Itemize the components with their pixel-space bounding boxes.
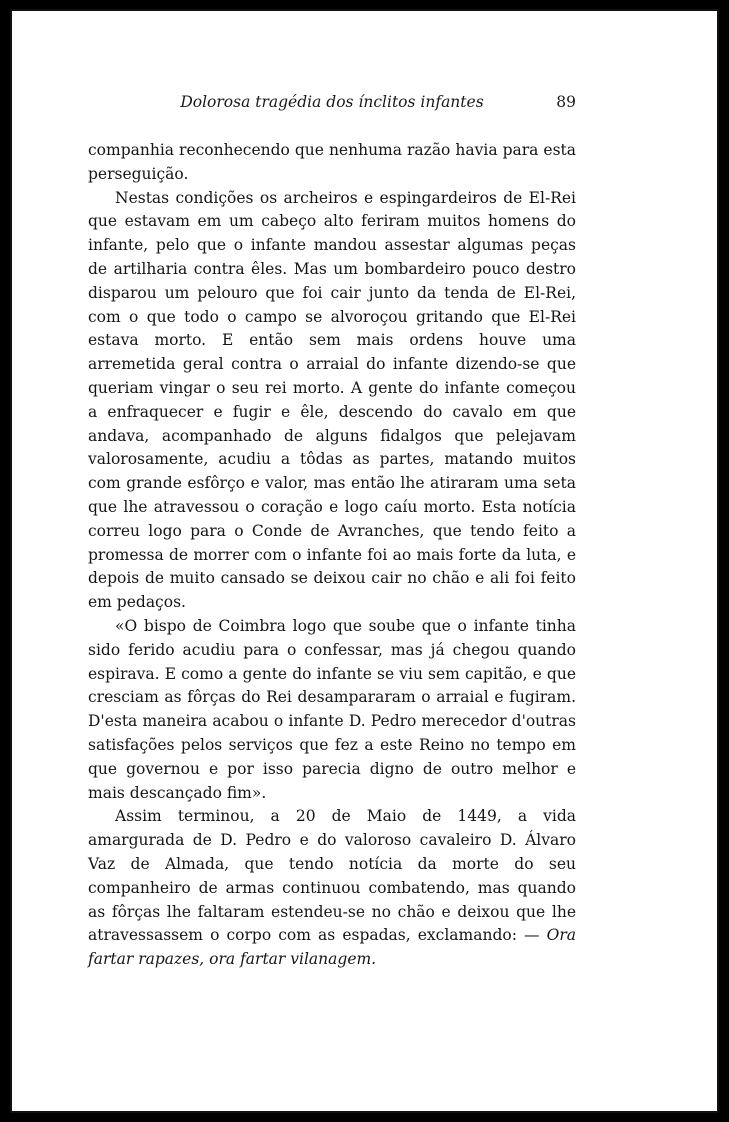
- book-page: [10, 9, 719, 1113]
- running-title: Dolorosa tragédia dos ínclitos infantes: [180, 93, 484, 111]
- final-exclamation: Ora fartar rapazes, ora fartar vilanagem.: [88, 926, 576, 969]
- paragraph-quotation: «O bispo de Coimbra logo que soube que o infante tinha sido ferido acudiu para o confessar, mas já chegou quando espirava. E como a gente do infante se viu sem capitão, e que cresciam as fôrças do Rei desampararam o arraial e fugiram. D'esta maneira acabou o infante D. Pedro merecedor d'outras satisfações pelos serviços que fez a este Reino no tempo em que governou e por isso parecia digno de outro melhor e mais descançado fim».: [88, 616, 576, 802]
- conclusion-text: Assim terminou, a 20 de Maio de 1449, a vida amargurada de D. Pedro e do valoroso cavaleiro D. Álvaro Vaz de Almada, que tendo notícia da morte do seu companheiro de armas continuou combatendo, mas quando as fôrças lhe faltaram estendeu-se no chão e deixou que lhe atravessassem o corpo com as espadas, exclamando: —: [88, 807, 576, 945]
- page-body: [88, 139, 576, 972]
- page-number: 89: [556, 93, 576, 111]
- paragraph-continued: companhia reconhecendo que nenhuma razão havia para esta perseguição.: [88, 141, 576, 183]
- paragraph-conclusion: [88, 805, 576, 972]
- paragraph-battle: Nestas condições os archeiros e espingardeiros de El-Rei que estavam em um cabeço alto feriram muitos homens do infante, pelo que o infante mandou assestar algumas peças de artilharia contra êles. Mas um bombardeiro pouco destro disparou um pelouro que foi cair junto da tenda de El-Rei, com o que todo o campo se alvoroçou gritando que El-Rei estava morto. E então sem mais ordens houve uma arremetida geral contra o arraial do infante dizendo-se que queriam vingar o seu rei morto. A gente do infante começou a enfraquecer e fugir e êle, descendo do cavalo em que andava, acompanhado de alguns fidalgos que pelejavam valorosamente, acudiu a tôdas as partes, matando muitos com grande esfôrço e valor, mas então lhe atiraram uma seta que lhe atravessou o coração e logo caíu morto. Esta notícia correu logo para o Conde de Avranches, que tendo feito a promessa de morrer com o infante foi ao mais forte da luta, e depois de muito cansado se deixou cair no chão e ali foi feito em pedaços.: [88, 188, 576, 612]
- running-head: [88, 93, 576, 117]
